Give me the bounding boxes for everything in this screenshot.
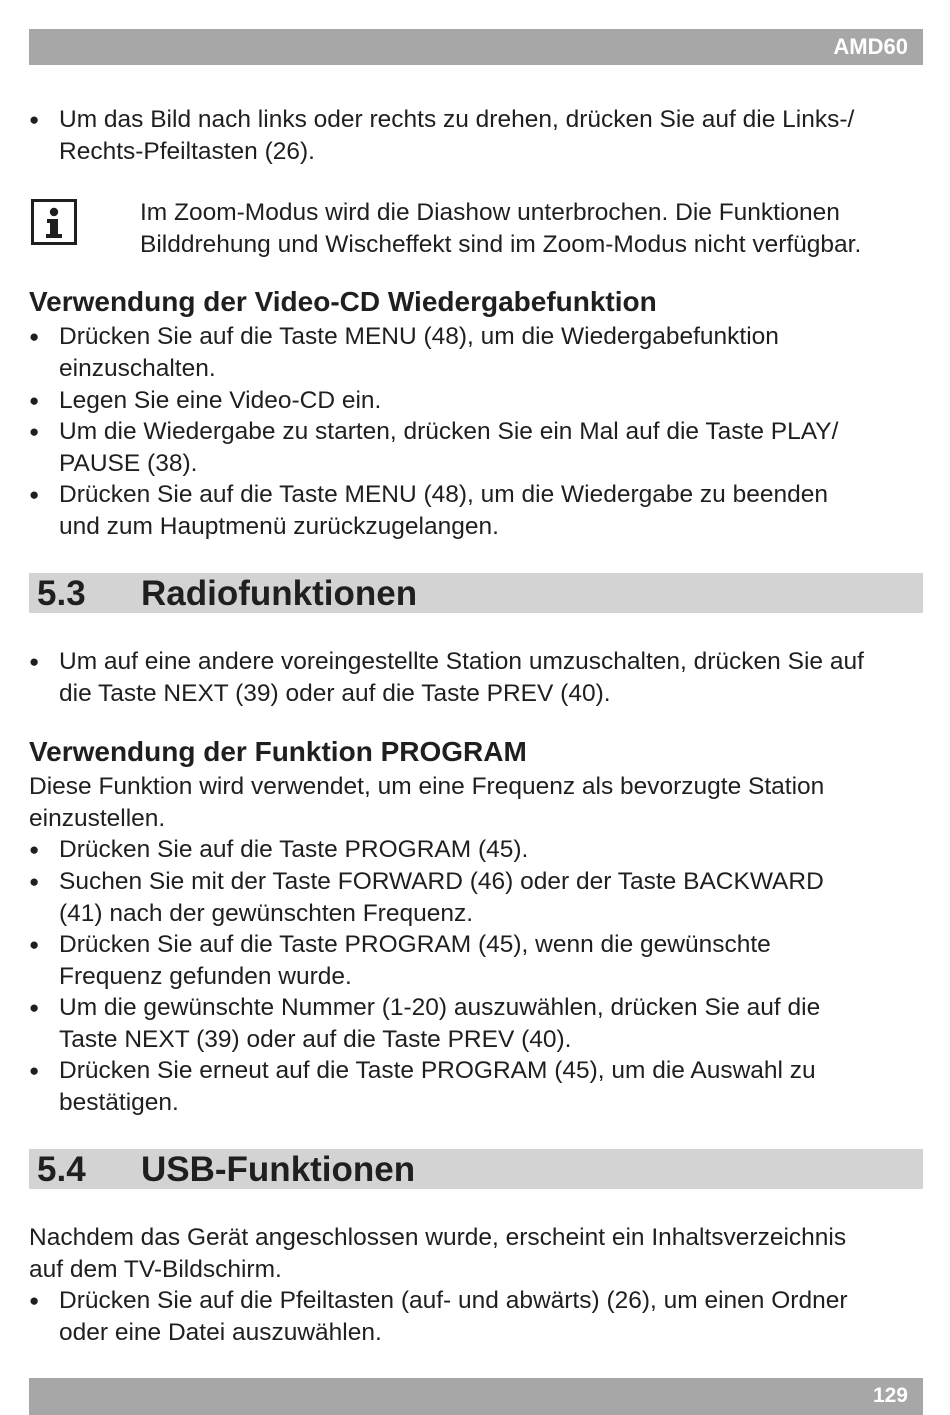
list-item-line: Drücken Sie erneut auf die Taste PROGRAM (45), um die Auswahl zu (59, 1057, 816, 1084)
list-item-line: (41) nach der gewünschten Frequenz. (59, 899, 474, 927)
list-item-line: die Taste NEXT (39) oder auf die Taste PREV (40). (59, 679, 611, 707)
list-item-line: Rechts-Pfeiltasten (26). (59, 137, 315, 165)
info-icon (31, 199, 77, 245)
list-item (29, 1285, 847, 1348)
program-intro-line: Diese Funktion wird verwendet, um eine Frequenz als bevorzugte Station (29, 773, 825, 800)
list-item-line: Frequenz gefunden wurde. (59, 962, 352, 990)
list-item-line: Suchen Sie mit der Taste FORWARD (46) oder der Taste BACKWARD (59, 868, 824, 895)
list-item-line: Taste NEXT (39) oder auf die Taste PREV (40). (59, 1025, 572, 1053)
section-heading-5-3 (29, 573, 923, 613)
bullet-icon: ● (29, 110, 40, 129)
usb-intro-line: Nachdem das Gerät angeschlossen wurde, erscheint ein Inhaltsverzeichnis (29, 1224, 847, 1251)
info-note (140, 197, 861, 260)
list-item (29, 866, 824, 929)
list-item (29, 992, 820, 1055)
header-bar (29, 29, 923, 65)
list-item-line: bestätigen. (59, 1088, 179, 1116)
list-item-line: Um auf eine andere voreingestellte Station umzuschalten, drücken Sie auf (59, 648, 864, 675)
list-item-line: einzuschalten. (59, 354, 216, 382)
program-intro (29, 771, 824, 834)
bullet-icon: ● (29, 998, 40, 1017)
list-item-line: Drücken Sie auf die Taste PROGRAM (45). (59, 836, 529, 863)
page-number: 129 (872, 1384, 908, 1407)
list-item-line: oder eine Datei auszuwählen. (59, 1318, 382, 1346)
list-item-line: Drücken Sie auf die Taste MENU (48), um die Wiedergabefunktion (59, 323, 779, 350)
list-item (29, 385, 381, 417)
list-item-line: Um die gewünschte Nummer (1-20) auszuwählen, drücken Sie auf die (59, 994, 821, 1021)
section-title: USB-Funktionen (141, 1150, 416, 1189)
info-note-line: Bilddrehung und Wischeffekt sind im Zoom-Modus nicht verfügbar. (140, 230, 862, 258)
info-note-line: Im Zoom-Modus wird die Diashow unterbrochen. Die Funktionen (140, 199, 840, 226)
usb-intro-line: auf dem TV-Bildschirm. (29, 1255, 282, 1283)
bullet-icon: ● (29, 422, 40, 441)
section-heading-5-4 (29, 1149, 923, 1189)
section-number: 5.3 (37, 574, 86, 613)
list-item (29, 834, 528, 866)
model-name: AMD60 (833, 34, 908, 59)
list-item (29, 479, 828, 542)
bullet-icon: ● (29, 872, 40, 891)
list-item-line: Drücken Sie auf die Pfeiltasten (auf- und abwärts) (26), um einen Ordner (59, 1287, 848, 1314)
list-item-line: Drücken Sie auf die Taste MENU (48), um die Wiedergabe zu beenden (59, 481, 828, 508)
list-item-line: PAUSE (38). (59, 449, 198, 477)
bullet-icon: ● (29, 485, 40, 504)
section-number: 5.4 (37, 1150, 86, 1189)
list-item (29, 646, 864, 709)
list-item-line: und zum Hauptmenü zurückzugelangen. (59, 512, 499, 540)
bullet-icon: ● (29, 1061, 40, 1080)
list-item-line: Um die Wiedergabe zu starten, drücken Sie ein Mal auf die Taste PLAY/ (59, 418, 839, 445)
list-item (29, 321, 779, 384)
bullet-icon: ● (29, 391, 40, 410)
list-item (29, 1055, 816, 1118)
bullet-icon: ● (29, 1291, 40, 1310)
list-item-line: Um das Bild nach links oder rechts zu drehen, drücken Sie auf die Links-/ (59, 106, 855, 133)
section-title: Radiofunktionen (141, 574, 418, 613)
list-item-line: Drücken Sie auf die Taste PROGRAM (45), wenn die gewünschte (59, 931, 771, 958)
list-item (29, 104, 854, 167)
videocd-heading: Verwendung der Video-CD Wiedergabefunktion (29, 286, 657, 317)
bullet-icon: ● (29, 327, 40, 346)
list-item (29, 416, 838, 479)
bullet-icon: ● (29, 935, 40, 954)
usb-intro (29, 1222, 846, 1285)
bullet-icon: ● (29, 652, 40, 671)
program-intro-line: einzustellen. (29, 804, 166, 832)
program-heading: Verwendung der Funktion PROGRAM (29, 736, 527, 767)
bullet-icon: ● (29, 840, 40, 859)
list-item (29, 929, 771, 992)
list-item-line: Legen Sie eine Video-CD ein. (59, 387, 382, 414)
footer-bar (29, 1378, 923, 1415)
